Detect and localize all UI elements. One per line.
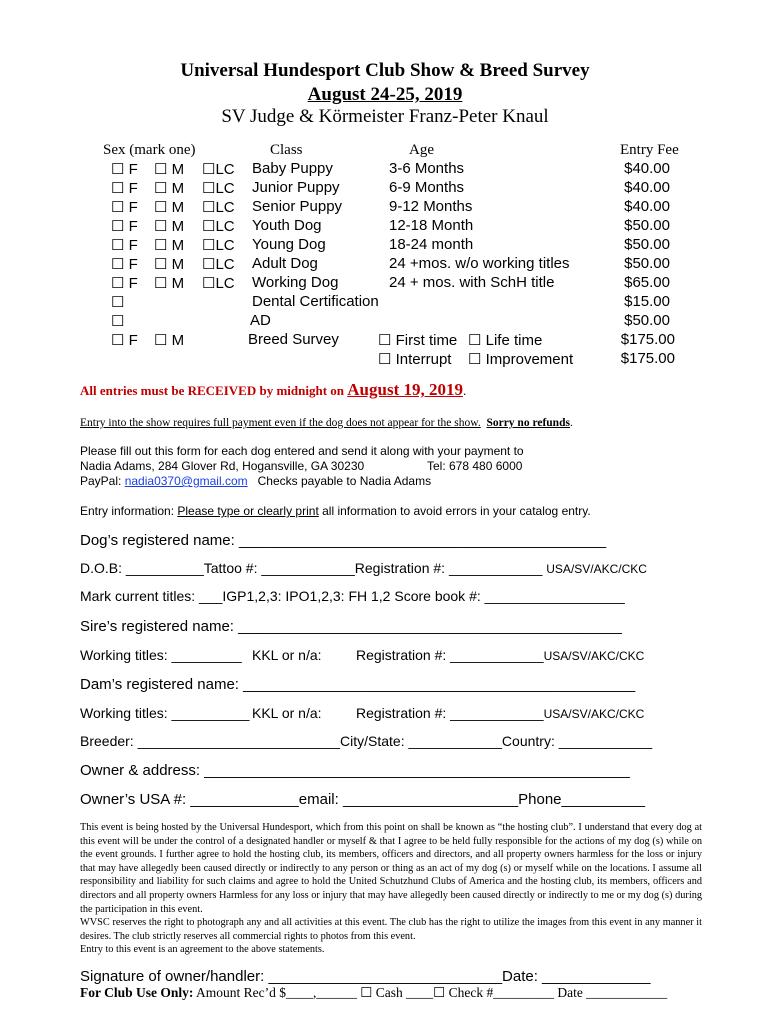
sire-name-field[interactable]: Sire’s registered name: ______________________________________________ bbox=[80, 618, 622, 635]
lc-checkbox[interactable]: ☐LC bbox=[202, 275, 235, 292]
dam-registration[interactable]: Registration #: ____________USA/SV/AKC/CKC bbox=[356, 705, 645, 721]
entry-information: Entry information: Please type or clearly print all information to avoid errors in your catalog entry. bbox=[80, 504, 591, 518]
instructions-line1: Please fill out this form for each dog entered and send it along with your payment to bbox=[80, 444, 524, 458]
dob-tattoo-field[interactable]: D.O.B: __________Tattoo #: ____________Registration #: ____________ USA/SV/AKC/CKC bbox=[80, 560, 647, 576]
class-fee: $15.00 bbox=[624, 293, 670, 310]
payment-notice: Entry into the show requires full payment even if the dog does not appear for the show. Sorry no refunds. bbox=[80, 417, 573, 429]
class-name: Youth Dog bbox=[252, 217, 322, 234]
class-row-adult-dog bbox=[0, 255, 770, 274]
class-row-dental bbox=[0, 293, 770, 312]
female-checkbox[interactable]: ☐ F bbox=[111, 180, 138, 197]
club-use-line bbox=[80, 985, 667, 1001]
titles-field[interactable]: Mark current titles: ___IGP1,2,3: IPO1,2,3: FH 1,2 Score book #: __________________ bbox=[80, 588, 625, 604]
breeder-field[interactable]: Breeder: __________________________City/State: ____________Country: ____________ bbox=[80, 733, 653, 749]
female-checkbox[interactable]: ☐ F bbox=[111, 218, 138, 235]
female-checkbox[interactable]: ☐ F bbox=[111, 332, 138, 349]
dental-checkbox[interactable]: ☐ bbox=[111, 294, 125, 311]
class-row-breed-survey-2 bbox=[0, 350, 770, 369]
male-checkbox[interactable]: ☐ M bbox=[154, 161, 185, 178]
mailing-address: Nadia Adams, 284 Glover Rd, Hogansville, GA 30230 bbox=[80, 459, 365, 473]
class-age: 6-9 Months bbox=[389, 179, 465, 196]
class-name: Senior Puppy bbox=[252, 198, 343, 215]
class-fee: $50.00 bbox=[624, 236, 670, 253]
lc-checkbox[interactable]: ☐LC bbox=[202, 218, 235, 235]
class-name: Dental Certification bbox=[252, 293, 379, 310]
lc-checkbox[interactable]: ☐LC bbox=[202, 256, 235, 273]
class-name: Junior Puppy bbox=[252, 179, 340, 196]
class-name: Breed Survey bbox=[248, 331, 339, 348]
class-row-ad bbox=[0, 312, 770, 331]
male-checkbox[interactable]: ☐ M bbox=[154, 199, 185, 216]
disclaimer-liability: This event is being hosted by the Universal Hundesport, which from this point on shall be known as “the hosting club”. I understand that every dog at this event will be under the control of a designated handler or myself & that I agree to be held fully responsible for the actions of my dog (s) while on the event grounds. I further agree to hold the hosting club, its members, officers and directors, and all property owners harmless for the loss or injury that may have allegedly been caused directly or indirectly to any person or thing as an act of my dog (s) or myself while on the locations. I assume all responsibility and liability for such claims and agree to hold the United Schutzhund Clubs of America and the hosting club, its members, officers and directors and all property owners Harmless for any loss or injury that may have allegedly been caused directly or indirectly to me or my dog (s) during the participation in this event. bbox=[80, 822, 702, 915]
class-age: 24 +mos. w/o working titles bbox=[389, 255, 570, 272]
class-fee: $175.00 bbox=[620, 350, 675, 367]
deadline-notice: All entries must be RECEIVED by midnight on August 19, 2019. bbox=[80, 380, 467, 399]
male-checkbox[interactable]: ☐ M bbox=[154, 332, 185, 349]
class-fee: $65.00 bbox=[624, 274, 670, 291]
class-row-breed-survey bbox=[0, 331, 770, 350]
deadline-date: August 19, 2019 bbox=[347, 380, 463, 399]
female-checkbox[interactable]: ☐ F bbox=[111, 199, 138, 216]
class-name: Adult Dog bbox=[252, 255, 318, 272]
disclaimer-agreement: Entry to this event is an agreement to the above statements. bbox=[80, 944, 325, 956]
dog-name-field[interactable]: Dog’s registered name: ____________________________________________ bbox=[80, 532, 607, 549]
class-fee: $40.00 bbox=[624, 179, 670, 196]
class-fee: $40.00 bbox=[624, 160, 670, 177]
header-class: Class bbox=[270, 142, 303, 158]
paypal-line: PayPal: nadia0370@gmail.com Checks payable to Nadia Adams bbox=[80, 474, 432, 488]
lc-checkbox[interactable]: ☐LC bbox=[202, 161, 235, 178]
header-age: Age bbox=[409, 142, 434, 158]
life-time-checkbox[interactable]: ☐ Life time bbox=[468, 332, 543, 349]
class-name: Working Dog bbox=[252, 274, 339, 291]
male-checkbox[interactable]: ☐ M bbox=[154, 218, 185, 235]
deadline-text: All entries must be RECEIVED by midnight on bbox=[80, 383, 348, 398]
class-age: 9-12 Months bbox=[389, 198, 473, 215]
class-row-junior-puppy bbox=[0, 179, 770, 198]
class-name: Baby Puppy bbox=[252, 160, 333, 177]
payment-text: Entry into the show requires full payment even if the dog does not appear for the show. bbox=[80, 417, 481, 429]
class-row-baby-puppy bbox=[0, 160, 770, 179]
paypal-email-link[interactable]: nadia0370@gmail.com bbox=[124, 474, 248, 488]
class-fee: $50.00 bbox=[624, 255, 670, 272]
class-row-senior-puppy bbox=[0, 198, 770, 217]
event-date: August 24-25, 2019 bbox=[307, 84, 463, 105]
class-age: 18-24 month bbox=[389, 236, 474, 253]
club-use-fields[interactable]: Amount Rec’d $____,______ ☐ Cash ____☐ Check #_________ Date ____________ bbox=[193, 985, 668, 1000]
event-title: Universal Hundesport Club Show & Breed Survey bbox=[180, 60, 590, 81]
header-sex: Sex (mark one) bbox=[103, 142, 196, 158]
male-checkbox[interactable]: ☐ M bbox=[154, 180, 185, 197]
class-fee: $175.00 bbox=[620, 331, 675, 348]
class-fee: $50.00 bbox=[624, 217, 670, 234]
header-fee: Entry Fee bbox=[620, 142, 679, 158]
first-time-checkbox[interactable]: ☐ First time bbox=[378, 332, 458, 349]
dam-name-field[interactable]: Dam’s registered name: _______________________________________________ bbox=[80, 676, 636, 693]
class-fee: $40.00 bbox=[624, 198, 670, 215]
sire-kkl[interactable]: KKL or n/a: bbox=[252, 647, 322, 663]
disclaimer-photo: WVSC reserves the right to photograph any and all activities at this event. The club has the right to utilize the images from this event in any manner it desires. The club strictly reserves all commercial rights to photos from this event. bbox=[80, 917, 702, 942]
class-name: AD bbox=[250, 312, 271, 329]
sire-registration[interactable]: Registration #: ____________USA/SV/AKC/CKC bbox=[356, 647, 645, 663]
disclaimer bbox=[80, 821, 702, 957]
class-row-working-dog bbox=[0, 274, 770, 293]
improvement-checkbox[interactable]: ☐ Improvement bbox=[468, 351, 574, 368]
judge-line: SV Judge & Körmeister Franz-Peter Knaul bbox=[221, 106, 549, 127]
class-age: 3-6 Months bbox=[389, 160, 465, 177]
owner-address-field[interactable]: Owner & address: ___________________________________________________ bbox=[80, 762, 630, 779]
class-age: 24 + mos. with SchH title bbox=[389, 274, 555, 291]
class-row-young-dog bbox=[0, 236, 770, 255]
female-checkbox[interactable]: ☐ F bbox=[111, 256, 138, 273]
female-checkbox[interactable]: ☐ F bbox=[111, 237, 138, 254]
female-checkbox[interactable]: ☐ F bbox=[111, 161, 138, 178]
class-name: Young Dog bbox=[252, 236, 326, 253]
owner-contact-field[interactable]: Owner’s USA #: _____________email: _____________________Phone__________ bbox=[80, 791, 645, 808]
male-checkbox[interactable]: ☐ M bbox=[154, 256, 185, 273]
female-checkbox[interactable]: ☐ F bbox=[111, 275, 138, 292]
lc-checkbox[interactable]: ☐LC bbox=[202, 180, 235, 197]
sire-working-titles[interactable]: Working titles: _________ bbox=[80, 647, 242, 663]
club-use-label: For Club Use Only: bbox=[80, 985, 194, 1000]
signature-field[interactable]: Signature of owner/handler: ____________________________Date: _____________ bbox=[80, 968, 651, 985]
male-checkbox[interactable]: ☐ M bbox=[154, 275, 185, 292]
lc-checkbox[interactable]: ☐LC bbox=[202, 199, 235, 216]
interrupt-checkbox[interactable]: ☐ Interrupt bbox=[378, 351, 452, 368]
telephone: Tel: 678 480 6000 bbox=[427, 459, 523, 473]
class-age: 12-18 Month bbox=[389, 217, 474, 234]
class-fee: $50.00 bbox=[624, 312, 670, 329]
class-row-youth-dog bbox=[0, 217, 770, 236]
male-checkbox[interactable]: ☐ M bbox=[154, 237, 185, 254]
dam-working-titles[interactable]: Working titles: __________ bbox=[80, 705, 250, 721]
dam-kkl[interactable]: KKL or n/a: bbox=[252, 705, 322, 721]
no-refunds: Sorry no refunds bbox=[486, 417, 570, 429]
lc-checkbox[interactable]: ☐LC bbox=[202, 237, 235, 254]
ad-checkbox[interactable]: ☐ bbox=[111, 313, 125, 330]
